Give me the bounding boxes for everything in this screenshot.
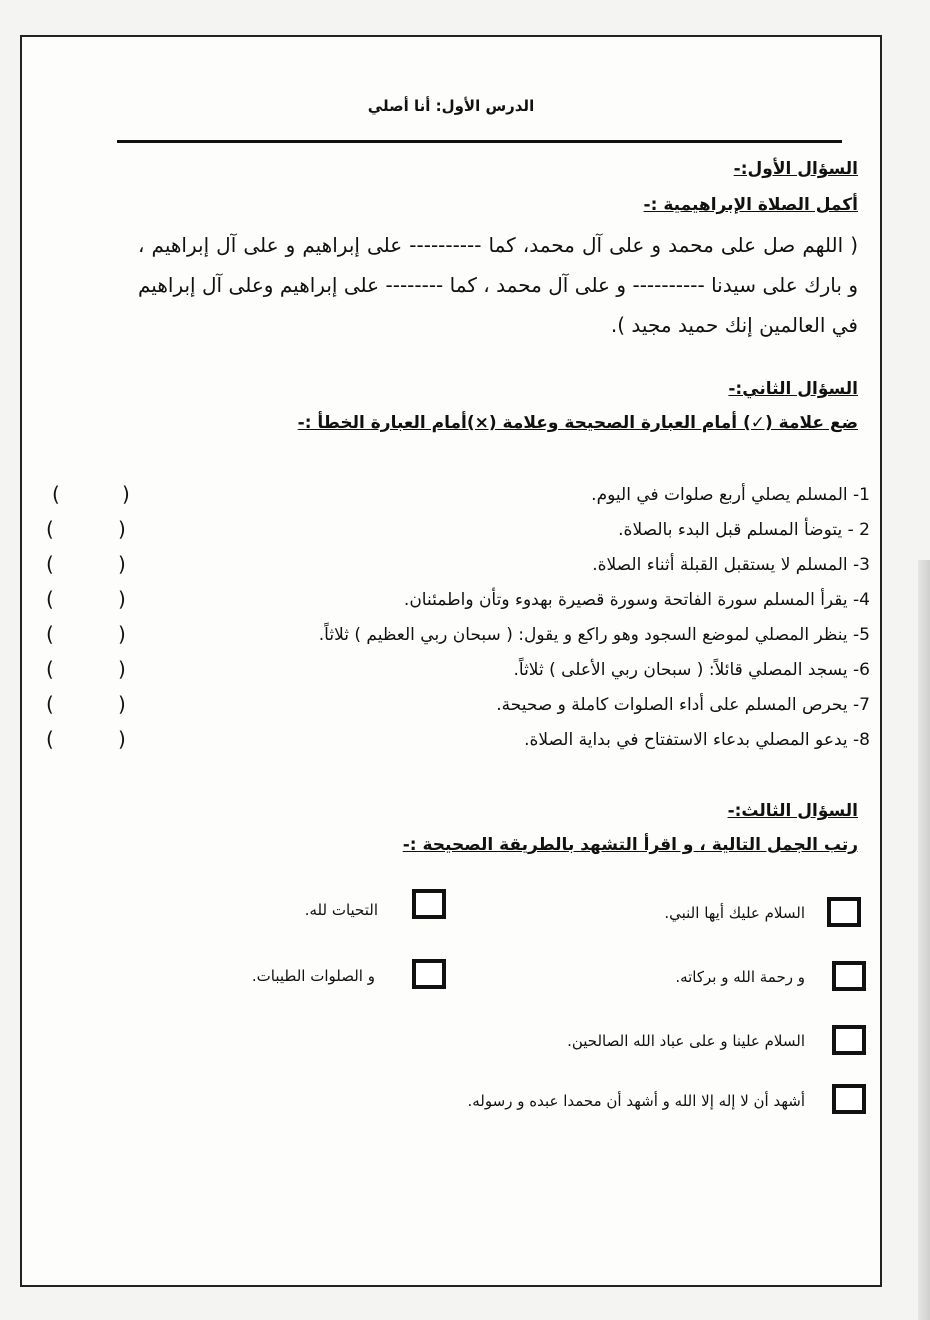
answer-close-2[interactable]: ): [118, 517, 126, 541]
order-box-2[interactable]: [412, 889, 446, 919]
lesson-title: الدرس الأول: أنا أصلي: [367, 97, 535, 115]
phrase-salam-alayna: السلام علينا و على عباد الله الصالحين.: [567, 1032, 805, 1050]
q1-instruction: أكمل الصلاة الإبراهيمية :-: [643, 195, 858, 215]
answer-close-1[interactable]: ): [122, 482, 130, 506]
answer-close-3[interactable]: ): [118, 552, 126, 576]
answer-open-3[interactable]: (: [46, 552, 54, 576]
title-divider: [117, 140, 842, 143]
phrase-rahmatullah: و رحمة الله و بركاته.: [675, 968, 805, 986]
phrase-salawat: و الصلوات الطيبات.: [251, 967, 375, 985]
statement-8: 8- يدعو المصلي بدعاء الاستفتاح في بداية الصلاة.: [524, 730, 870, 750]
statement-2: 2 - يتوضأ المسلم قبل البدء بالصلاة.: [618, 520, 870, 540]
statement-4: 4- يقرأ المسلم سورة الفاتحة وسورة قصيرة بهدوء وتأن واطمئنان.: [403, 590, 870, 610]
answer-open-2[interactable]: (: [46, 517, 54, 541]
phrase-tahiyyat: التحيات لله.: [304, 901, 378, 919]
q1-heading: السؤال الأول:-: [733, 159, 858, 179]
statement-1: 1- المسلم يصلي أربع صلوات في اليوم.: [591, 485, 870, 505]
statement-3: 3- المسلم لا يستقبل القبلة أثناء الصلاة.: [592, 555, 870, 575]
order-box-1[interactable]: [827, 897, 861, 927]
q1-fill-in-text: ( اللهم صل على محمد و على آل محمد، كما ---------- على إبراهيم و على آل إبراهيم ، و بارك على سيدنا ---------- و على آل محمد ، كما -------- على إبراهيم وعلى آل إبراهيم في العالمين إنك حميد مجيد ).: [138, 233, 858, 337]
statement-6: 6- يسجد المصلي قائلاً: ( سبحان ربي الأعلى ) ثلاثاً.: [513, 660, 870, 680]
q3-heading: السؤال الثالث:-: [727, 801, 858, 821]
answer-open-1[interactable]: (: [52, 482, 60, 506]
page-edge-shadow: [918, 560, 930, 1320]
phrase-shahada: أشهد أن لا إله إلا الله و أشهد أن محمدا عبده و رسوله.: [467, 1092, 805, 1110]
q2-instruction: ضع علامة (✓) أمام العبارة الصحيحة وعلامة (×)أمام العبارة الخطأ :-: [297, 413, 858, 433]
answer-open-6[interactable]: (: [46, 657, 54, 681]
answer-open-7[interactable]: (: [46, 692, 54, 716]
q2-heading: السؤال الثاني:-: [728, 379, 858, 399]
answer-open-8[interactable]: (: [46, 727, 54, 751]
answer-close-5[interactable]: ): [118, 622, 126, 646]
order-box-4[interactable]: [412, 959, 446, 989]
answer-close-4[interactable]: ): [118, 587, 126, 611]
answer-open-4[interactable]: (: [46, 587, 54, 611]
answer-close-7[interactable]: ): [118, 692, 126, 716]
phrase-salam-alaika: السلام عليك أيها النبي.: [664, 904, 805, 922]
answer-open-5[interactable]: (: [46, 622, 54, 646]
statement-5: 5- ينظر المصلي لموضع السجود وهو راكع و يقول: ( سبحان ربي العظيم ) ثلاثاً.: [318, 625, 870, 645]
answer-close-6[interactable]: ): [118, 657, 126, 681]
worksheet-page: [20, 35, 882, 1287]
order-box-3[interactable]: [832, 961, 866, 991]
statement-7: 7- يحرص المسلم على أداء الصلوات كاملة و صحيحة.: [496, 695, 870, 715]
order-box-6[interactable]: [832, 1084, 866, 1114]
order-box-5[interactable]: [832, 1025, 866, 1055]
answer-close-8[interactable]: ): [118, 727, 126, 751]
q3-instruction: رتب الجمل التالية ، و اقرأ التشهد بالطريقة الصحيحة :-: [402, 835, 858, 855]
